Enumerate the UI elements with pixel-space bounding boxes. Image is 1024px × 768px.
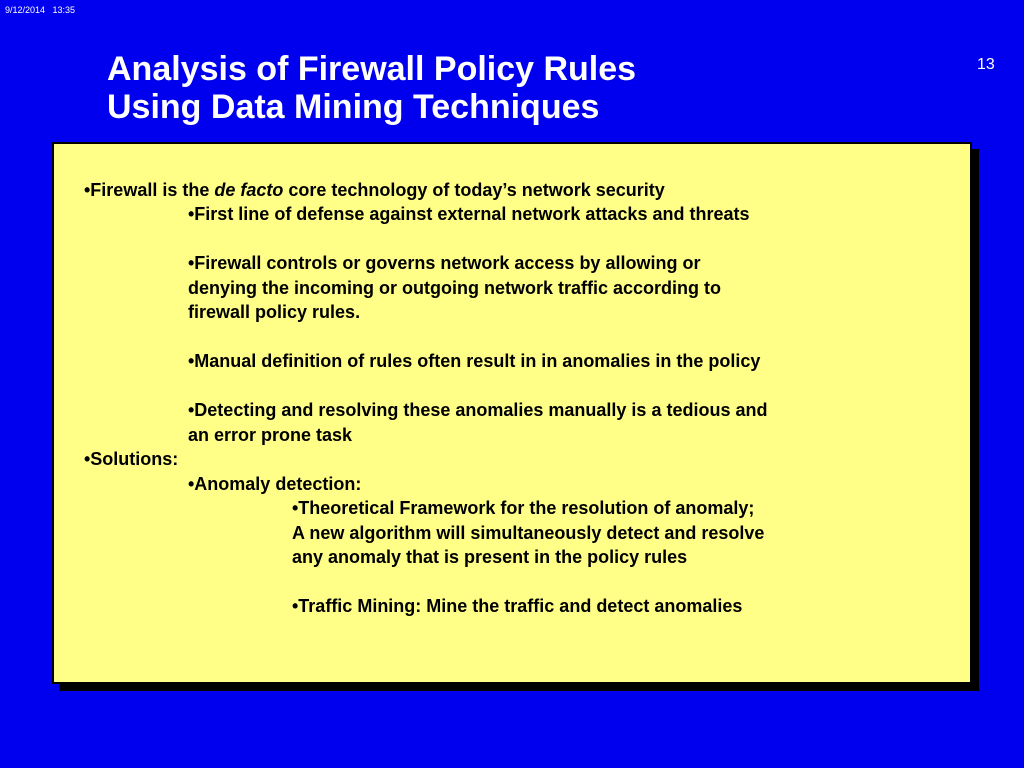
bullet-theoretical-framework-line-2: A new algorithm will simultaneously detect and resolve (292, 523, 765, 543)
bullet-firewall-text-end: core technology of today’s network security (283, 180, 665, 200)
bullet-firewall-controls-line-3: firewall policy rules. (188, 302, 361, 322)
bullet-firewall-controls-line-2: denying the incoming or outgoing network traffic according to (188, 278, 722, 298)
bullet-solutions: •Solutions: (84, 449, 179, 469)
content-box (52, 142, 972, 684)
page-number: 13 (977, 56, 995, 73)
slide-title-line-2: Using Data Mining Techniques (107, 88, 600, 126)
bullet-theoretical-framework-line-1: •Theoretical Framework for the resolution of anomaly; (292, 498, 755, 518)
bullet-firewall-controls-line-1: •Firewall controls or governs network access by allowing or (188, 253, 701, 273)
bullet-traffic-mining: •Traffic Mining: Mine the traffic and detect anomalies (292, 596, 743, 616)
bullet-firewall-defacto (84, 178, 665, 203)
bullet-theoretical-framework-line-3: any anomaly that is present in the policy rules (292, 547, 688, 567)
defacto-emphasis: de facto (214, 180, 284, 200)
bullet-anomaly-detection: •Anomaly detection: (188, 474, 362, 494)
bullet-detecting-resolving-line-1: •Detecting and resolving these anomalies manually is a tedious and (188, 400, 768, 420)
slide-title (107, 50, 636, 126)
bullet-list (54, 144, 970, 682)
bullet-firewall-text: •Firewall is the (84, 180, 215, 200)
slide-title-line-1: Analysis of Firewall Policy Rules (107, 50, 637, 88)
bullet-manual-definition: •Manual definition of rules often result in in anomalies in the policy (188, 351, 761, 371)
bullet-first-line-defense: •First line of defense against external network attacks and threats (188, 204, 750, 224)
slide-timestamp: 9/12/2014 13:35 (5, 5, 76, 15)
bullet-detecting-resolving-line-2: an error prone task (188, 425, 353, 445)
